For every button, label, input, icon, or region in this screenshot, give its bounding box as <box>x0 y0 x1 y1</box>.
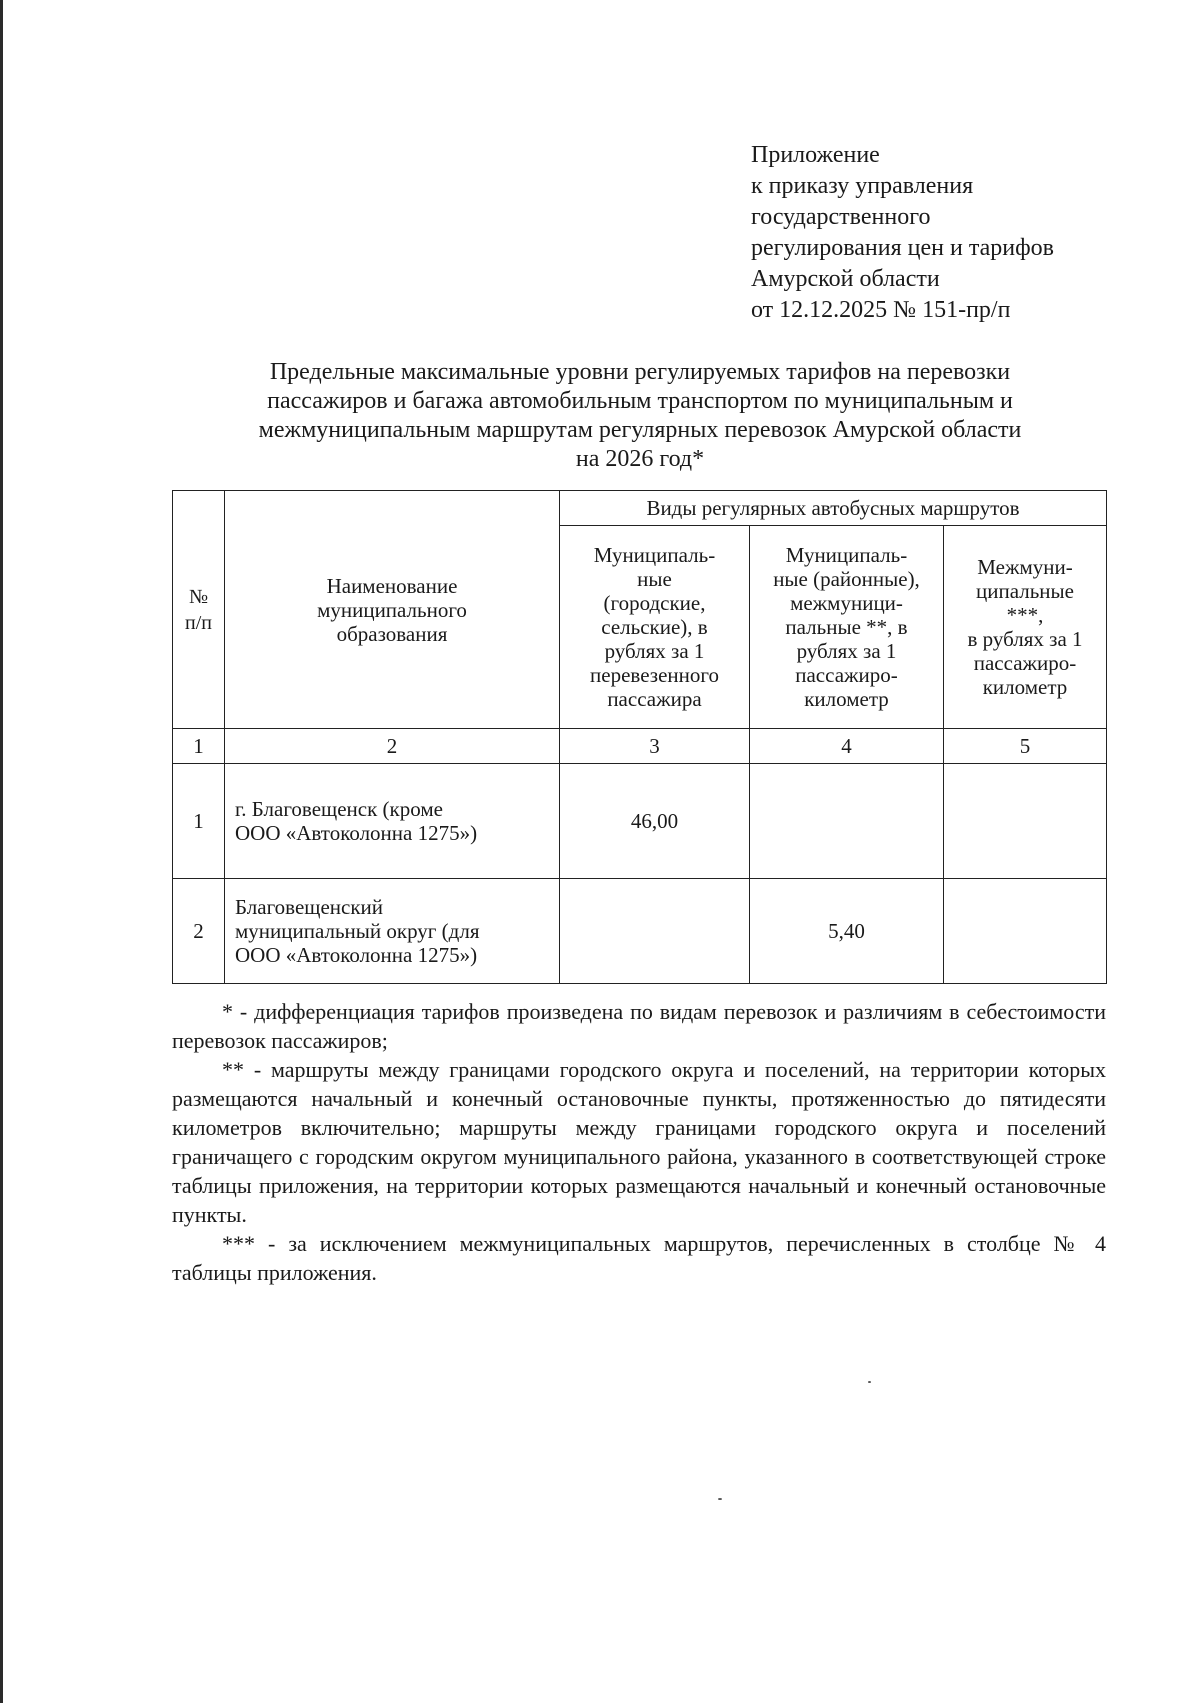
header-col3-line: ные <box>637 567 672 591</box>
row-name-line: муниципальный округ (для <box>235 919 480 943</box>
header-col5-line: ципальные <box>976 579 1074 603</box>
footnotes <box>172 997 1106 1287</box>
header-col4-line: пальные **, в <box>785 615 908 639</box>
row-municipality-name <box>225 764 560 879</box>
header-col4-line: пассажиро- <box>795 663 898 687</box>
row-name-line: Благовещенский <box>235 895 384 919</box>
column-number: 1 <box>173 729 225 764</box>
column-number: 5 <box>944 729 1107 764</box>
header-col3-line: рублях за 1 <box>604 639 705 663</box>
column-number: 4 <box>750 729 944 764</box>
header-col4-line: Муниципаль- <box>785 543 908 567</box>
table-row <box>173 879 1107 984</box>
header-col5-line: в рублях за 1 <box>967 627 1083 651</box>
row-number: 2 <box>173 879 225 984</box>
header-municipal-routes <box>560 526 750 729</box>
header-col3-line: сельские), в <box>601 615 708 639</box>
header-col4-line: километр <box>804 687 889 711</box>
column-number: 3 <box>560 729 750 764</box>
appendix-line: к приказу управления <box>751 173 974 199</box>
appendix-line: Приложение <box>751 142 880 168</box>
header-col4-line: ные (районные), <box>773 567 920 591</box>
header-col3-line: Муниципаль- <box>593 543 716 567</box>
row-name-line: ООО «Автоколонна 1275») <box>235 821 478 845</box>
header-col5-line: Межмуни- <box>977 555 1073 579</box>
scan-speck <box>868 1381 871 1383</box>
header-row-group <box>173 491 1107 526</box>
footnote: ** - маршруты между границами городского округа и поселений, на территории которых размещаются начальный и конечный остановочные пункты, протяженностью до пятидесяти километров включительно; маршруты между границами городского округа и поселений граничащего с городским округом муниципального района, указанного в соответствующей строке таблицы приложения, на территории которых размещаются начальный и конечный остановочные пункты. <box>172 1057 1106 1227</box>
appendix-line: Амурской области <box>751 266 940 292</box>
row-tariff-municipal: 46,00 <box>560 764 750 879</box>
table-row <box>173 764 1107 879</box>
header-col3-line: перевезенного <box>590 663 719 687</box>
header-col4-line: межмуници- <box>790 591 903 615</box>
column-numbers-row <box>173 729 1107 764</box>
header-col3-line: (городские, <box>603 591 706 615</box>
appendix-reference <box>751 140 1054 326</box>
title-line: Предельные максимальные уровни регулируемых тарифов на перевозки <box>269 359 1011 385</box>
document-title <box>190 358 1090 474</box>
header-municipality-name <box>225 491 560 729</box>
column-number: 2 <box>225 729 560 764</box>
header-number-line: № <box>188 585 209 608</box>
scan-speck <box>718 1498 722 1500</box>
header-number <box>173 491 225 729</box>
title-line: на 2026 год* <box>575 446 705 472</box>
row-name-line: г. Благовещенск (кроме <box>235 797 443 821</box>
footnote: * - дифференциация тарифов произведена по видам перевозок и различиям в себестоимости перевозок пассажиров; <box>172 999 1106 1053</box>
header-col3-line: пассажира <box>607 687 702 711</box>
row-municipality-name <box>225 879 560 984</box>
footnote: *** - за исключением межмуниципальных маршрутов, перечисленных в столбце № 4 таблицы приложения. <box>172 1231 1106 1285</box>
header-name-line: образования <box>336 621 448 646</box>
header-col4-line: рублях за 1 <box>796 639 897 663</box>
row-tariff-intermunicipal <box>944 764 1107 879</box>
title-line: пассажиров и багажа автомобильным транспортом по муниципальным и <box>267 388 1013 414</box>
page-left-edge <box>0 0 3 1703</box>
row-tariff-district <box>750 764 944 879</box>
header-col5-line: километр <box>982 675 1068 699</box>
row-name-line: ООО «Автоколонна 1275») <box>235 943 478 967</box>
row-tariff-district: 5,40 <box>750 879 944 984</box>
header-col5-line: пассажиро- <box>973 651 1077 675</box>
row-number: 1 <box>173 764 225 879</box>
header-name-line: муниципального <box>317 597 467 622</box>
header-name-line: Наименование <box>326 573 458 598</box>
title-line: межмуниципальным маршрутам регулярных перевозок Амурской области <box>258 417 1022 443</box>
row-tariff-intermunicipal <box>944 879 1107 984</box>
row-tariff-municipal <box>560 879 750 984</box>
header-route-types: Виды регулярных автобусных маршрутов <box>560 491 1107 526</box>
tariff-table <box>172 490 1107 984</box>
header-col5-line: ***, <box>1006 603 1044 627</box>
header-number-line: п/п <box>185 611 212 634</box>
appendix-line: регулирования цен и тарифов <box>751 235 1054 261</box>
appendix-line: от 12.12.2025 № 151-пр/п <box>751 297 1011 323</box>
appendix-line: государственного <box>751 204 931 230</box>
header-intermunicipal-routes <box>944 526 1107 729</box>
header-district-routes <box>750 526 944 729</box>
